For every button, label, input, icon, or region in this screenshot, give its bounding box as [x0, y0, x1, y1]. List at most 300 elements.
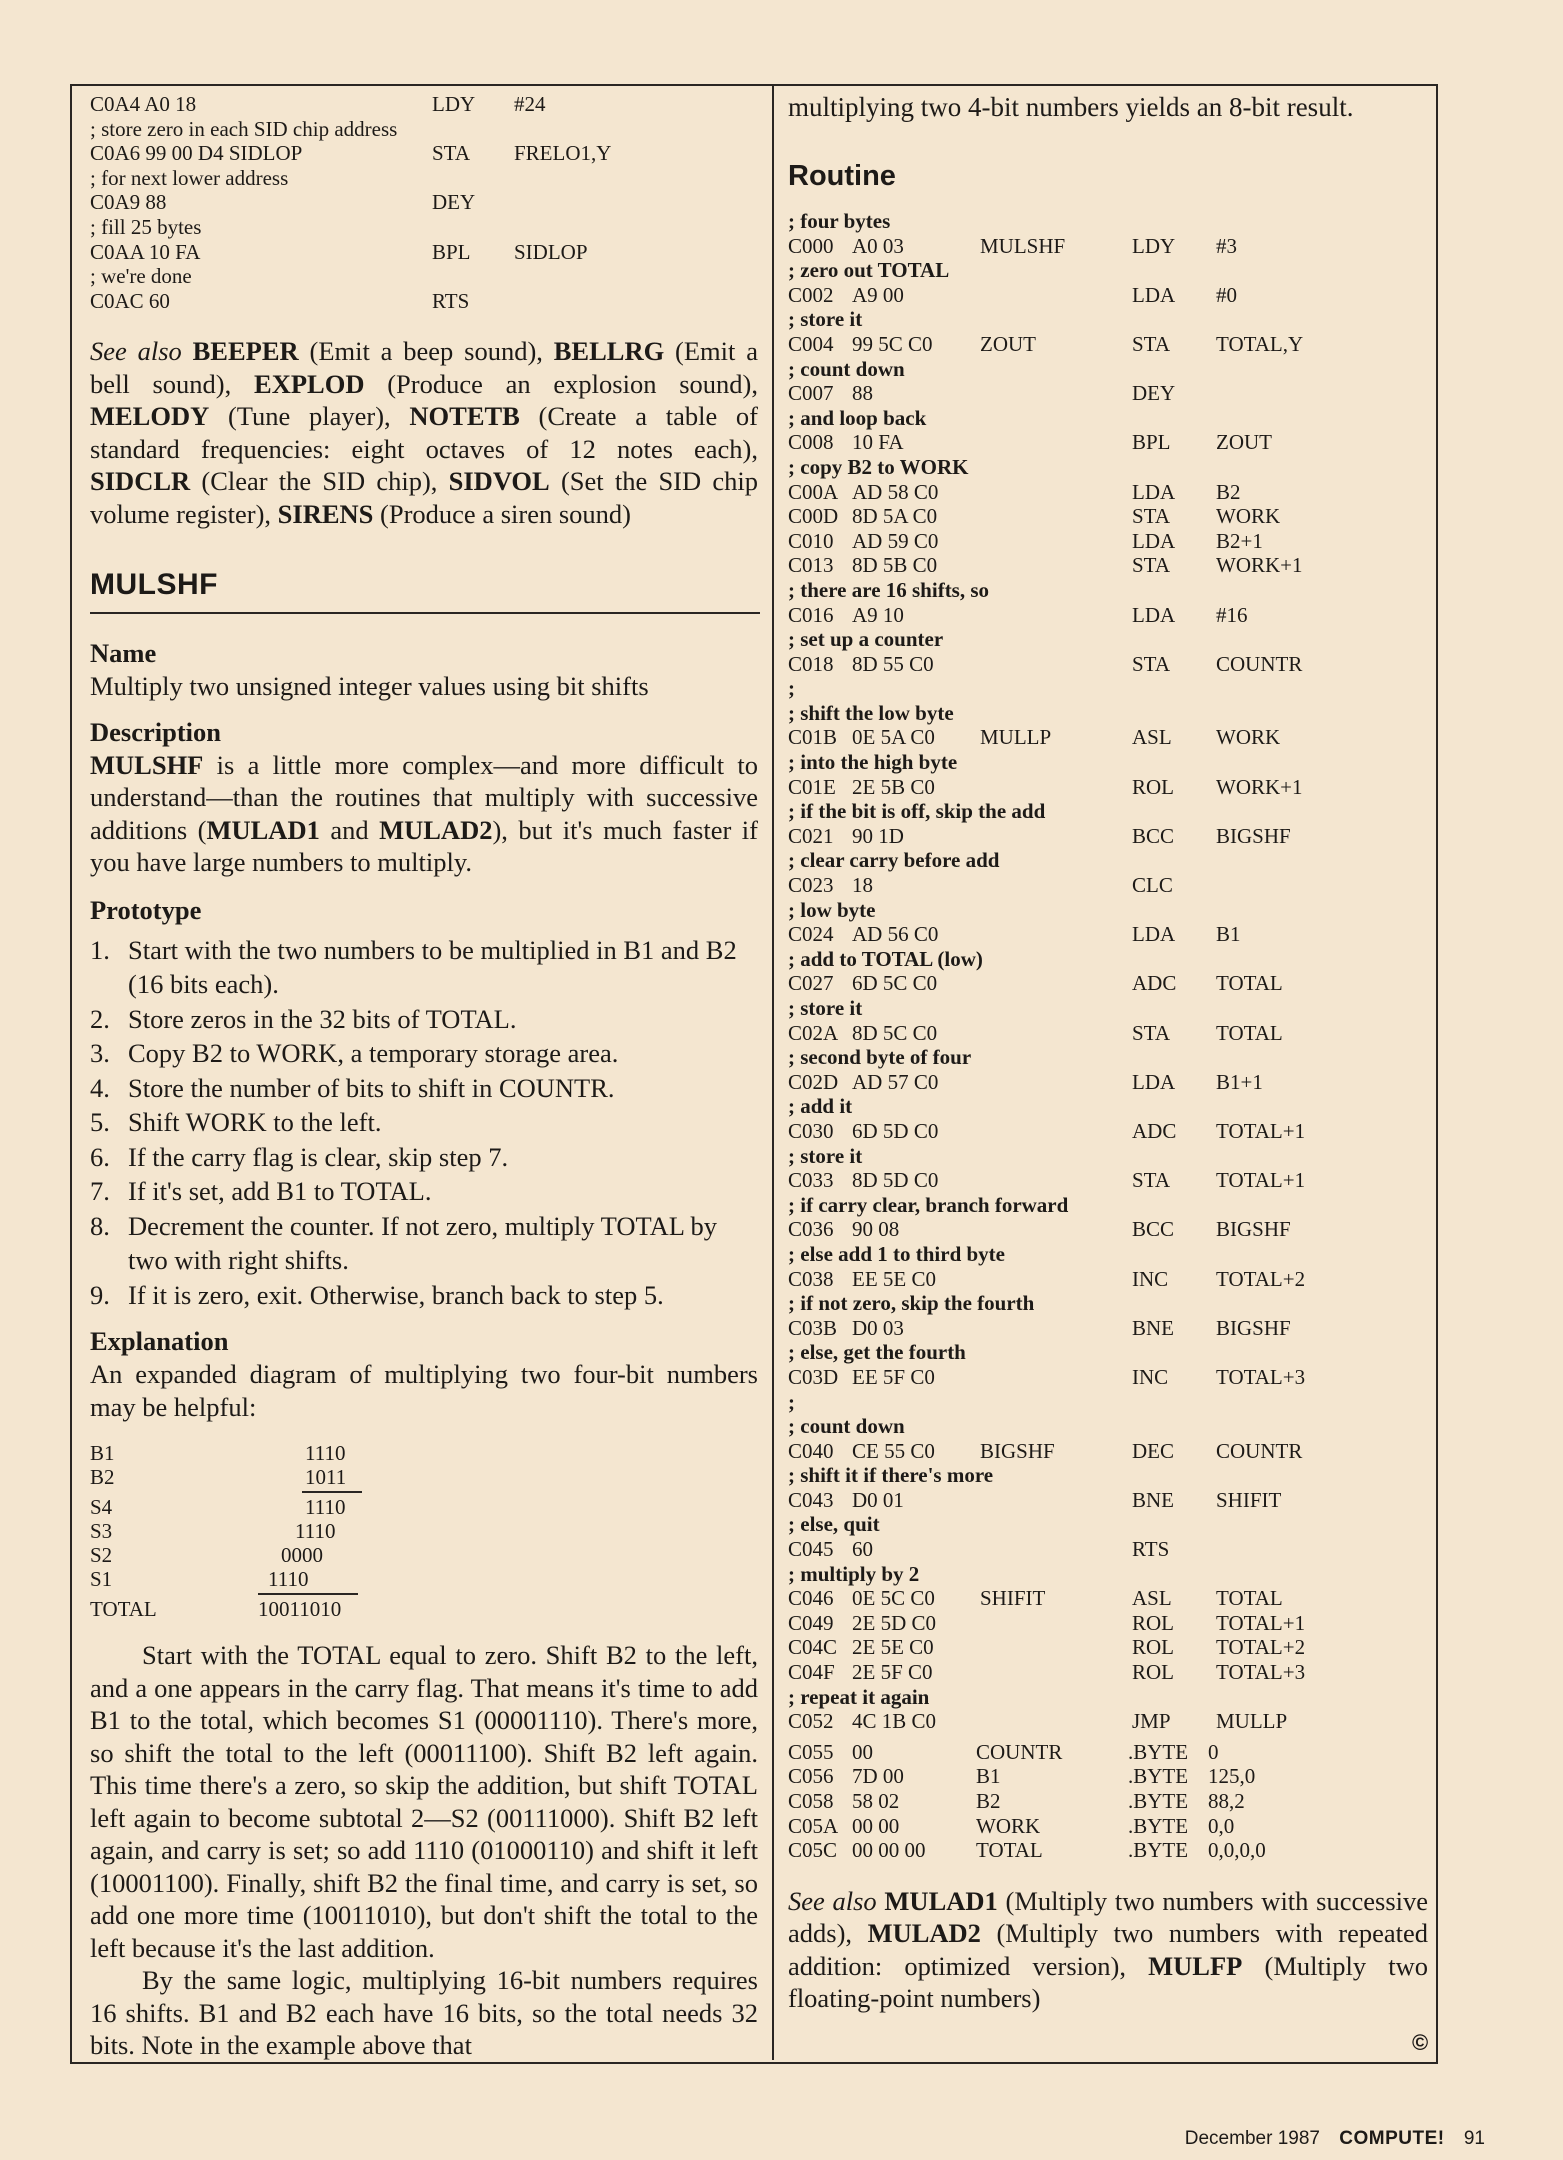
footer-magazine: COMPUTE!	[1339, 2128, 1445, 2149]
code-bytes: 7D 00	[852, 1764, 904, 1789]
footer-page-number: 91	[1463, 2128, 1485, 2149]
code-line	[788, 1838, 1428, 1863]
code-operand: 0,0,0,0	[1208, 1838, 1266, 1863]
code-label: B2	[976, 1789, 1001, 1813]
code-operand: TOTAL	[1216, 971, 1283, 996]
code-opcode: ROL	[1132, 1610, 1174, 1635]
code-comment: ; add to TOTAL (low)	[788, 946, 983, 971]
step-number: 7.	[90, 1176, 110, 1207]
code-address: C023	[788, 873, 834, 898]
code-line	[788, 1070, 1428, 1095]
code-bytes: 90 08	[852, 1217, 900, 1242]
step-text: If the carry flag is clear, skip step 7.	[128, 1141, 509, 1172]
code-line	[788, 1611, 1428, 1636]
code-line	[788, 775, 1428, 800]
code-opcode: DEC	[1132, 1438, 1174, 1463]
diagram-label: S1	[90, 1567, 113, 1592]
code-address: C007	[788, 381, 834, 406]
code-opcode: RTS	[432, 288, 470, 313]
code-label: BIGSHF	[980, 1438, 1055, 1463]
code-operand: FRELO1,Y	[514, 141, 612, 166]
code-comment: ; count down	[788, 1414, 905, 1439]
prototype-heading: Prototype	[90, 894, 202, 925]
code-bytes: 88	[852, 381, 873, 406]
continued-text: multiplying two 4-bit numbers yields an 8-bit result.	[788, 92, 1354, 122]
code-line	[788, 1537, 1428, 1562]
code-line	[788, 652, 1428, 677]
code-operand: TOTAL+2	[1216, 1266, 1306, 1291]
step-number: 5.	[90, 1107, 110, 1138]
code-opcode: BCC	[1132, 823, 1175, 848]
diagram-label: S4	[90, 1495, 113, 1520]
code-operand: COUNTR	[1216, 651, 1303, 676]
code-operand: TOTAL+2	[1216, 1635, 1306, 1660]
diagram-row	[90, 1495, 390, 1519]
code-address: C02D	[788, 1069, 839, 1094]
code-label: B1	[976, 1764, 1001, 1789]
code-opcode: STA	[1132, 331, 1170, 356]
diagram-row	[90, 1441, 390, 1465]
see-also-ref: BELLRG	[553, 336, 665, 367]
left-column	[90, 92, 758, 2062]
code-line	[788, 1586, 1428, 1611]
code-bytes: 90 1D	[852, 823, 904, 848]
see-also-ref: MULFP	[1148, 1950, 1243, 1981]
diagram-value: 1110	[305, 1495, 346, 1520]
code-bytes: 2E 5E C0	[852, 1635, 934, 1660]
code-opcode: LDA	[1132, 479, 1176, 504]
code-comment: ; multiply by 2	[788, 1561, 920, 1586]
diagram-label: TOTAL	[90, 1597, 157, 1622]
code-operand: ZOUT	[1216, 430, 1272, 455]
routine-heading: Routine	[788, 160, 896, 192]
code-line	[788, 1267, 1428, 1292]
right-column	[788, 92, 1428, 2015]
code-operand: TOTAL+1	[1216, 1610, 1306, 1635]
see-also-text: (Set the SID chip volume register),	[90, 466, 758, 529]
code-address: C05C	[788, 1838, 838, 1863]
code-bytes: A9 00	[852, 282, 904, 307]
code-comment: ; low byte	[788, 897, 876, 922]
code-bytes: 8D 5D C0	[852, 1168, 939, 1193]
code-operand: SIDLOP	[514, 239, 588, 264]
code-opcode: ROL	[1132, 774, 1174, 799]
diagram-label: S2	[90, 1543, 113, 1568]
see-also-ref: SIDCLR	[90, 466, 191, 497]
code-comment: ; shift it if there's more	[788, 1463, 994, 1488]
code-address: C03B	[788, 1315, 838, 1340]
code-address: C052	[788, 1709, 834, 1734]
code-line	[788, 504, 1428, 529]
see-also-right	[788, 1885, 1428, 2015]
prototype-step	[90, 1174, 758, 1209]
see-also-ref: MULAD2	[867, 1918, 981, 1949]
code-comment: ; shift the low byte	[788, 700, 954, 725]
code-line	[788, 824, 1428, 849]
code-line	[788, 529, 1428, 554]
code-comment: ; four bytes	[788, 209, 891, 233]
explanation-paragraph-1: Start with the TOTAL equal to zero. Shift B2 to the left, and a one appears in the carry flag. That means it's time to add B1 to the total, which becomes S1 (00001110). There's more, so shift the total to the left (00011100). Shift B2 left again. This time there's a zero, so skip the addition, but shift TOTAL left again to become subtotal 2—S2 (00111000). Shift B2 left again, and carry is set; so add 1110 (01000110) and shift it left (10001100). Finally, shift B2 the final time, and carry is set, so add one more time (10011010), but don't shift the total to the left because it's the last addition.	[90, 1640, 758, 1963]
code-opcode: BPL	[432, 239, 471, 264]
code-opcode: CLC	[1132, 873, 1173, 898]
code-line	[788, 1814, 1428, 1839]
code-bytes: 18	[852, 873, 873, 898]
see-also-ref: BEEPER	[192, 336, 299, 367]
code-comment: ; else, quit	[788, 1512, 880, 1537]
code-line	[788, 1764, 1428, 1789]
code-operand: COUNTR	[1216, 1438, 1303, 1463]
code-comment: ; else, get the fourth	[788, 1340, 966, 1365]
code-comment: ; for next lower address	[90, 165, 289, 190]
code-line	[788, 725, 1428, 750]
code-address: C013	[788, 553, 834, 578]
step-number: 1.	[90, 934, 110, 965]
diagram-row	[90, 1465, 390, 1489]
code-address: C056	[788, 1764, 834, 1789]
code-comment: ; store it	[788, 996, 863, 1020]
diagram-value: 1110	[268, 1567, 309, 1592]
code-operand: BIGSHF	[1216, 1217, 1291, 1242]
code-line	[90, 289, 758, 314]
code-line	[788, 332, 1428, 357]
code-opcode: LDA	[1132, 1069, 1176, 1094]
code-operand: 0,0	[1208, 1813, 1235, 1838]
diagram-row	[90, 1519, 390, 1543]
code-operand: BIGSHF	[1216, 823, 1291, 848]
prototype-step	[90, 1002, 758, 1037]
code-address: C004	[788, 331, 834, 356]
code-opcode: STA	[432, 141, 470, 166]
diagram-row	[90, 1597, 390, 1621]
code-bytes: AD 59 C0	[852, 528, 939, 553]
prototype-step	[90, 1105, 758, 1140]
code-operand: #0	[1216, 282, 1237, 307]
code-comment: ; if carry clear, branch forward	[788, 1192, 1069, 1217]
code-bytes: 6D 5C C0	[852, 971, 938, 996]
code-address: C018	[788, 651, 834, 676]
code-bytes: AD 57 C0	[852, 1069, 939, 1094]
code-line	[788, 1439, 1428, 1464]
step-number: 3.	[90, 1038, 110, 1069]
see-also-ref: EXPLOD	[254, 368, 365, 399]
code-comment: ; else add 1 to third byte	[788, 1241, 1005, 1266]
code-opcode: JMP	[1132, 1709, 1171, 1734]
code-line	[90, 240, 758, 265]
code-opcode: BPL	[1132, 430, 1171, 455]
code-bytes: 58 02	[852, 1789, 900, 1813]
code-comment: ; if the bit is off, skip the add	[788, 799, 1046, 824]
code-comment: ; second byte of four	[788, 1045, 972, 1070]
code-bytes: 00 00	[852, 1813, 900, 1838]
see-also-text: (Multiply two numbers with successive adds),	[788, 1885, 1429, 1949]
code-bytes: 2E 5B C0	[852, 774, 935, 799]
code-line	[788, 553, 1428, 578]
code-line	[788, 234, 1428, 259]
step-text: If it is zero, exit. Otherwise, branch back to step 5.	[128, 1279, 664, 1310]
code-address: C038	[788, 1266, 834, 1291]
code-operand: WORK+1	[1216, 774, 1303, 799]
code-label: WORK	[976, 1813, 1041, 1838]
see-also-text: (Produce a siren sound)	[373, 498, 631, 529]
code-line	[788, 1217, 1428, 1242]
code-bytes: AD 56 C0	[852, 922, 939, 947]
code-address: C0AA 10 FA	[90, 239, 201, 264]
code-opcode: LDA	[1132, 922, 1176, 947]
code-bytes: 2E 5F C0	[852, 1660, 933, 1685]
code-address: C010	[788, 528, 834, 553]
multiplication-diagram	[90, 1441, 758, 1631]
code-line	[788, 1789, 1428, 1814]
code-address: C000	[788, 233, 834, 258]
step-text: Store zeros in the 32 bits of TOTAL.	[128, 1003, 517, 1034]
step-number: 4.	[90, 1072, 110, 1103]
prototype-step	[90, 1209, 758, 1278]
code-opcode: LDY	[1132, 233, 1176, 258]
code-line	[788, 1709, 1428, 1734]
code-bytes: 99 5C C0	[852, 331, 933, 356]
code-address: C002	[788, 282, 834, 307]
step-text: Start with the two numbers to be multiplied in B1 and B2 (16 bits each).	[128, 934, 737, 1000]
description-ref: MULAD1	[206, 814, 320, 845]
diagram-value: 1110	[295, 1519, 336, 1544]
code-address: C05A	[788, 1813, 839, 1838]
code-comment: ; clear carry before add	[788, 848, 1000, 873]
see-also-text: (Create a table of standard frequencies: eight octaves of 12 notes each),	[90, 401, 758, 464]
code-operand: #16	[1216, 602, 1248, 627]
code-address: C04F	[788, 1660, 835, 1685]
see-also-ref: SIDVOL	[448, 466, 550, 497]
explanation-heading: Explanation	[90, 1326, 229, 1357]
diagram-row	[90, 1543, 390, 1567]
code-bytes: 0E 5C C0	[852, 1586, 935, 1611]
code-bytes: 2E 5D C0	[852, 1610, 936, 1635]
code-operand: SHIFIT	[1216, 1487, 1282, 1512]
code-bytes: 00 00 00	[852, 1838, 926, 1863]
see-also-text: (Clear the SID chip),	[190, 466, 449, 497]
code-address: C021	[788, 823, 834, 848]
code-address: C058	[788, 1789, 834, 1813]
code-address: C0A9 88	[90, 190, 167, 215]
see-also-ref: NOTETB	[409, 401, 520, 432]
code-label: ZOUT	[980, 331, 1036, 356]
code-line	[788, 922, 1428, 947]
code-address: C0A4 A0 18	[90, 92, 197, 116]
code-line	[788, 381, 1428, 406]
description-ref: MULSHF	[90, 749, 204, 780]
code-label: MULSHF	[980, 233, 1066, 258]
description-heading: Description	[90, 716, 222, 747]
code-opcode: RTS	[1132, 1537, 1170, 1562]
code-address: C0AC 60	[90, 288, 170, 313]
code-address: C02A	[788, 1020, 839, 1045]
code-address: C046	[788, 1586, 834, 1611]
code-line	[788, 1635, 1428, 1660]
code-bytes: 8D 5C C0	[852, 1020, 938, 1045]
code-opcode: STA	[1132, 1168, 1170, 1193]
code-operand: WORK	[1216, 725, 1281, 750]
code-bytes: A9 10	[852, 602, 904, 627]
code-operand: TOTAL,Y	[1216, 331, 1304, 356]
code-line	[788, 1660, 1428, 1685]
step-number: 6.	[90, 1141, 110, 1172]
code-address: C030	[788, 1118, 834, 1143]
code-opcode: .BYTE	[1128, 1813, 1189, 1838]
see-also-text: See also	[90, 336, 193, 367]
code-address: C03D	[788, 1364, 839, 1389]
see-also-text: (Emit a bell sound),	[90, 336, 758, 399]
see-also-text: (Tune player),	[209, 401, 410, 432]
diagram-label: B2	[90, 1465, 115, 1490]
code-line	[788, 1021, 1428, 1046]
diagram-underline	[258, 1593, 358, 1595]
see-also-text: See also	[788, 1885, 885, 1916]
explanation-paragraph-2: By the same logic, multiplying 16-bit numbers requires 16 shifts. B1 and B2 each have 16 bits, so the total needs 32 bits. Note in the example above that	[90, 1965, 758, 2061]
code-address: C016	[788, 602, 834, 627]
step-number: 8.	[90, 1210, 110, 1241]
code-bytes: 8D 5B C0	[852, 553, 938, 578]
prototype-steps	[90, 933, 758, 1313]
code-opcode: .BYTE	[1128, 1838, 1189, 1863]
code-operand: TOTAL+3	[1216, 1364, 1306, 1389]
code-operand: 125,0	[1208, 1764, 1256, 1789]
code-address: C045	[788, 1537, 834, 1562]
see-also-text: (Emit a beep sound),	[298, 336, 554, 367]
code-operand: TOTAL+1	[1216, 1168, 1306, 1193]
code-opcode: STA	[1132, 1020, 1170, 1045]
footer-date: December 1987	[1184, 2128, 1320, 2149]
code-address: C036	[788, 1217, 834, 1242]
diagram-underline	[302, 1491, 362, 1493]
see-also-ref: MULAD1	[884, 1885, 998, 1916]
see-also-text: (Produce an explosion sound),	[364, 368, 758, 399]
code-address: C049	[788, 1610, 834, 1635]
code-line	[788, 603, 1428, 628]
code-operand: WORK+1	[1216, 553, 1303, 578]
code-line	[90, 141, 758, 166]
code-bytes: 00	[852, 1739, 873, 1764]
code-comment: ; and loop back	[788, 405, 927, 430]
code-comment: ; we're done	[90, 264, 192, 289]
prototype-step	[90, 1071, 758, 1106]
code-operand: TOTAL+3	[1216, 1660, 1306, 1685]
code-address: C00D	[788, 504, 839, 529]
code-operand: B1	[1216, 922, 1241, 947]
code-address: C024	[788, 922, 834, 947]
step-text: Copy B2 to WORK, a temporary storage area.	[128, 1038, 619, 1069]
code-line	[788, 430, 1428, 455]
diagram-label: S3	[90, 1519, 113, 1544]
name-text: Multiply two unsigned integer values using bit shifts	[90, 671, 649, 702]
code-address: C043	[788, 1487, 834, 1512]
code-line	[788, 1365, 1428, 1390]
code-opcode: LDA	[1132, 528, 1176, 553]
code-line	[788, 1119, 1428, 1144]
code-bytes: D0 01	[852, 1487, 904, 1512]
code-comment: ; there are 16 shifts, so	[788, 577, 990, 602]
description-ref: MULAD2	[379, 814, 493, 845]
code-opcode: .BYTE	[1128, 1789, 1189, 1813]
code-comment: ;	[788, 676, 795, 701]
code-opcode: BNE	[1132, 1315, 1174, 1340]
code-comment: ; repeat it again	[788, 1684, 930, 1709]
prototype-step	[90, 933, 758, 1002]
code-opcode: DEY	[1132, 381, 1176, 406]
code-comment: ; zero out TOTAL	[788, 258, 950, 283]
description-text: and	[319, 814, 380, 845]
code-opcode: ASL	[1132, 725, 1172, 750]
code-operand: #24	[514, 92, 546, 116]
code-opcode: INC	[1132, 1266, 1169, 1291]
diagram-value: 1110	[305, 1441, 346, 1466]
code-address: C040	[788, 1438, 834, 1463]
code-operand: B2+1	[1216, 528, 1263, 553]
step-text: Decrement the counter. If not zero, multiply TOTAL by two with right shifts.	[128, 1210, 718, 1276]
description-text: ), but it's much faster if you have large numbers to multiply.	[90, 814, 758, 878]
left-code-listing	[90, 92, 758, 313]
see-also-text: (Multiply two numbers with repeated addition: optimized version),	[788, 1918, 1428, 1981]
code-line	[788, 480, 1428, 505]
code-line	[90, 190, 758, 215]
code-bytes: 0E 5A C0	[852, 725, 935, 750]
code-bytes: A0 03	[852, 233, 904, 258]
code-opcode: INC	[1132, 1364, 1169, 1389]
code-bytes: 60	[852, 1537, 873, 1562]
code-comment: ; store it	[788, 307, 863, 332]
code-comment: ; copy B2 to WORK	[788, 454, 969, 479]
code-operand: 0	[1208, 1739, 1219, 1764]
diagram-value: 10011010	[258, 1597, 342, 1622]
code-operand: B2	[1216, 479, 1241, 504]
code-line	[90, 92, 758, 117]
code-comment: ; into the high byte	[788, 750, 958, 775]
see-also-left	[90, 335, 758, 530]
code-opcode: LDA	[1132, 282, 1176, 307]
step-text: If it's set, add B1 to TOTAL.	[128, 1176, 432, 1207]
code-opcode: ASL	[1132, 1586, 1172, 1611]
code-operand: MULLP	[1216, 1709, 1288, 1734]
column-divider	[772, 84, 774, 2060]
code-bytes: 10 FA	[852, 430, 904, 455]
section-title: MULSHF	[90, 568, 760, 614]
see-also-text: (Multiply two floating-point numbers)	[788, 1950, 1429, 2014]
page-footer	[1185, 2128, 1485, 2150]
name-heading: Name	[90, 638, 157, 669]
code-opcode: STA	[1132, 651, 1170, 676]
code-comment: ; count down	[788, 356, 905, 381]
code-opcode: LDY	[432, 92, 476, 116]
code-bytes: 8D 55 C0	[852, 651, 934, 676]
code-opcode: DEY	[432, 190, 476, 215]
code-comment: ;	[788, 1389, 795, 1414]
code-opcode: BNE	[1132, 1487, 1174, 1512]
end-mark: ©	[1412, 2030, 1429, 2055]
code-comment: ; set up a counter	[788, 627, 944, 652]
code-opcode: STA	[1132, 553, 1170, 578]
code-opcode: LDA	[1132, 602, 1176, 627]
diagram-value: 0000	[281, 1543, 323, 1568]
code-operand: TOTAL+1	[1216, 1118, 1306, 1143]
step-number: 9.	[90, 1279, 110, 1310]
code-bytes: D0 03	[852, 1315, 904, 1340]
code-operand: 88,2	[1208, 1789, 1245, 1813]
code-bytes: 4C 1B C0	[852, 1709, 937, 1734]
see-also-ref: MELODY	[90, 401, 210, 432]
code-comment: ; add it	[788, 1094, 853, 1119]
code-address: C01E	[788, 774, 836, 799]
code-comment: ; store zero in each SID chip address	[90, 116, 398, 141]
code-line	[788, 1488, 1428, 1513]
diagram-label: B1	[90, 1441, 115, 1466]
